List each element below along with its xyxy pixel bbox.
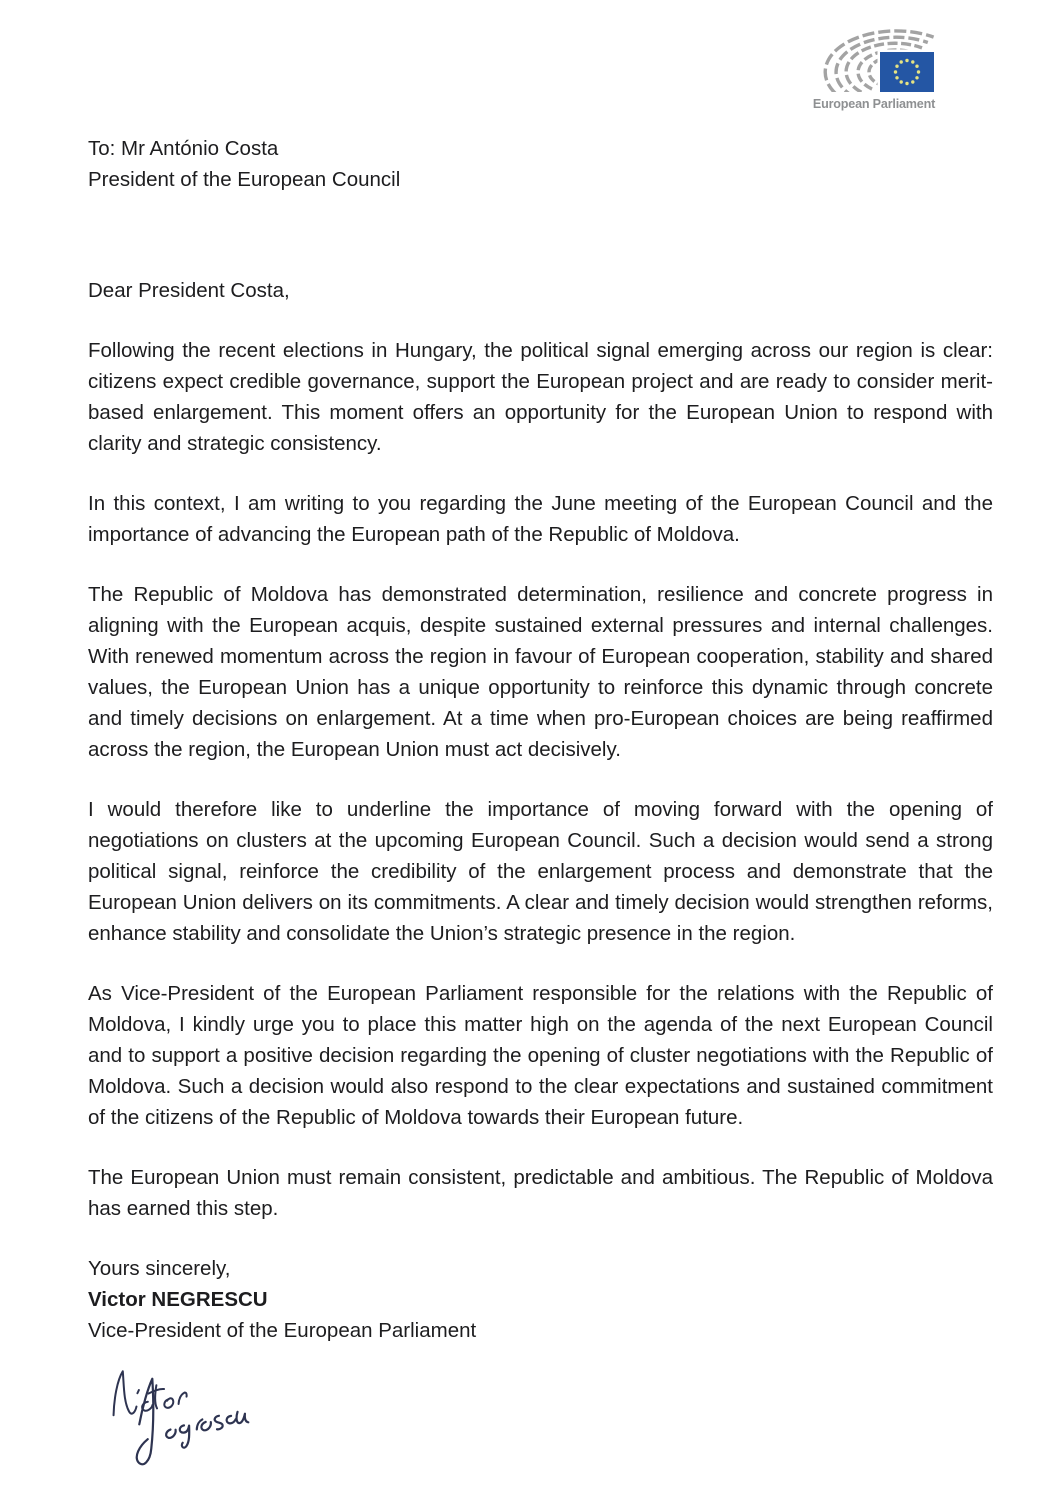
letter-body <box>88 335 993 1224</box>
paragraph-1: Following the recent elections in Hungary, the political signal emerging across our region is clear: citizens expect credible governance, support the European project and are ready to consider merit-based enlargement. This moment offers an opportunity for the European Union to respond with clarity and strategic consistency. <box>88 339 993 455</box>
recipient-block <box>88 133 993 195</box>
european-parliament-logo <box>807 28 941 111</box>
recipient-line-1: To: Mr António Costa <box>88 137 279 160</box>
paragraph-5: As Vice-President of the European Parliament responsible for the relations with the Republic of Moldova, I kindly urge you to place this matter high on the agenda of the next European Council and to support a positive decision regarding the opening of cluster negotiations with the Republic of Moldova. Such a decision would also respond to the clear expectations and sustained commitment of the citizens of the Republic of Moldova towards their European future. <box>88 982 993 1129</box>
closing-block <box>88 1253 993 1346</box>
recipient-line-2: President of the European Council <box>88 168 401 191</box>
paragraph-4: I would therefore like to underline the importance of moving forward with the opening of negotiations on clusters at the upcoming European Council. Such a decision would send a strong political signal, reinforce the credibility of the enlargement process and demonstrate that the European Union delivers on its commitments. A clear and timely decision would strengthen reforms, enhance stability and consolidate the Union’s strategic presence in the region. <box>88 798 993 945</box>
logo-wordmark: European Parliament <box>812 97 936 111</box>
hemicycle-eu-flag-icon <box>810 28 939 92</box>
handwritten-signature <box>104 1358 254 1468</box>
sender-title: Vice-President of the European Parliament <box>88 1319 477 1342</box>
paragraph-6: The European Union must remain consistent, predictable and ambitious. The Republic of Moldova has earned this step. <box>88 1166 993 1220</box>
letterhead <box>88 28 993 111</box>
salutation: Dear President Costa, <box>88 279 290 302</box>
sender-name: Victor NEGRESCU <box>88 1288 268 1311</box>
paragraph-3: The Republic of Moldova has demonstrated determination, resilience and concrete progress in aligning with the European acquis, despite sustained external pressures and internal challenges. With renewed momentum across the region in favour of European cooperation, stability and shared values, the European Union has a unique opportunity to reinforce this dynamic through concrete and timely decisions on enlargement. At a time when pro-European choices are being reaffirmed across the region, the European Union must act decisively. <box>88 583 993 761</box>
valediction: Yours sincerely, <box>88 1257 231 1280</box>
eu-flag-icon <box>877 50 936 93</box>
paragraph-2: In this context, I am writing to you regarding the June meeting of the European Council and the importance of advancing the European path of the Republic of Moldova. <box>88 492 993 546</box>
